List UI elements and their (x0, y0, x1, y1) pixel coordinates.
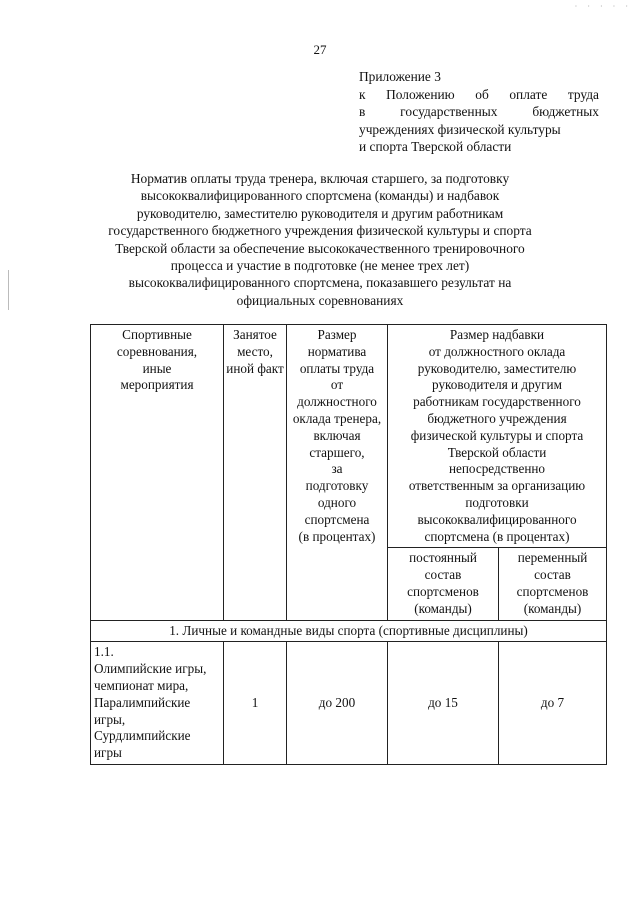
appendix-line: учреждениях физической культуры (359, 121, 561, 137)
heading-line: руководителю, заместителю руководителя и другим работникам (136, 205, 504, 221)
norms-table (90, 324, 607, 765)
appendix-line: и спорта Тверской области (359, 139, 512, 154)
heading-line: Тверской области за обеспечение высококачественного тренировочного (115, 240, 525, 256)
header-permanent-staff: постоянный состав спортсменов (команды) (388, 548, 499, 620)
cell-place: 1 (224, 642, 287, 765)
cell-event: 1.1. Олимпийские игры, чемпионат мира, Паралимпийские игры, Сурдлимпийские игры (91, 642, 224, 765)
header-place: Занятое место, иной факт (224, 325, 287, 621)
heading-line: высококвалифицированного спортсмена, показавшего результат на (128, 275, 512, 291)
section-row (91, 620, 607, 642)
section-title: 1. Личные и командные виды спорта (спортивные дисциплины) (91, 620, 607, 642)
heading-line: государственного бюджетного учреждения физической культуры и спорта (108, 223, 532, 239)
heading-line: высококвалифицированного спортсмена (команды) и надбавок (140, 188, 500, 204)
heading-line: официальных соревнованиях (236, 292, 404, 308)
header-competitions: Спортивные соревнования, иные мероприятия (91, 325, 224, 621)
table-header-row (91, 325, 607, 548)
document-heading (88, 170, 552, 309)
header-bonus: Размер надбавки от должностного оклада руководителю, заместителю руководителя и другим работникам государственного бюджетного учреждения физической культуры и спорта Тверской области непосредственно ответственным за организацию подготовки высококвалифицированного спортсмена (в процентах) (388, 325, 607, 548)
scan-margin-mark (8, 270, 9, 310)
header-variable-staff: переменный состав спортсменов (команды) (499, 548, 607, 620)
appendix-line: в государственных бюджетных (359, 104, 599, 119)
cell-variable: до 7 (499, 642, 607, 765)
appendix-line: к Положению об оплате труда (359, 86, 599, 102)
table-row (91, 642, 607, 765)
page-number: 27 (313, 42, 327, 57)
cell-trainer-norm: до 200 (287, 642, 388, 765)
appendix-title: Приложение 3 (359, 69, 441, 84)
cell-permanent: до 15 (388, 642, 499, 765)
heading-line: Норматив оплаты труда тренера, включая старшего, за подготовку (130, 171, 510, 186)
scan-marks: · · · · · (574, 2, 632, 11)
heading-line: процесса и участие в подготовке (не менее трех лет) (170, 258, 470, 274)
appendix-reference (359, 68, 599, 156)
header-trainer-norm: Размер норматива оплаты труда от должностного оклада тренера, включая старшего, за подготовку одного спортсмена (в процентах) (287, 325, 388, 621)
